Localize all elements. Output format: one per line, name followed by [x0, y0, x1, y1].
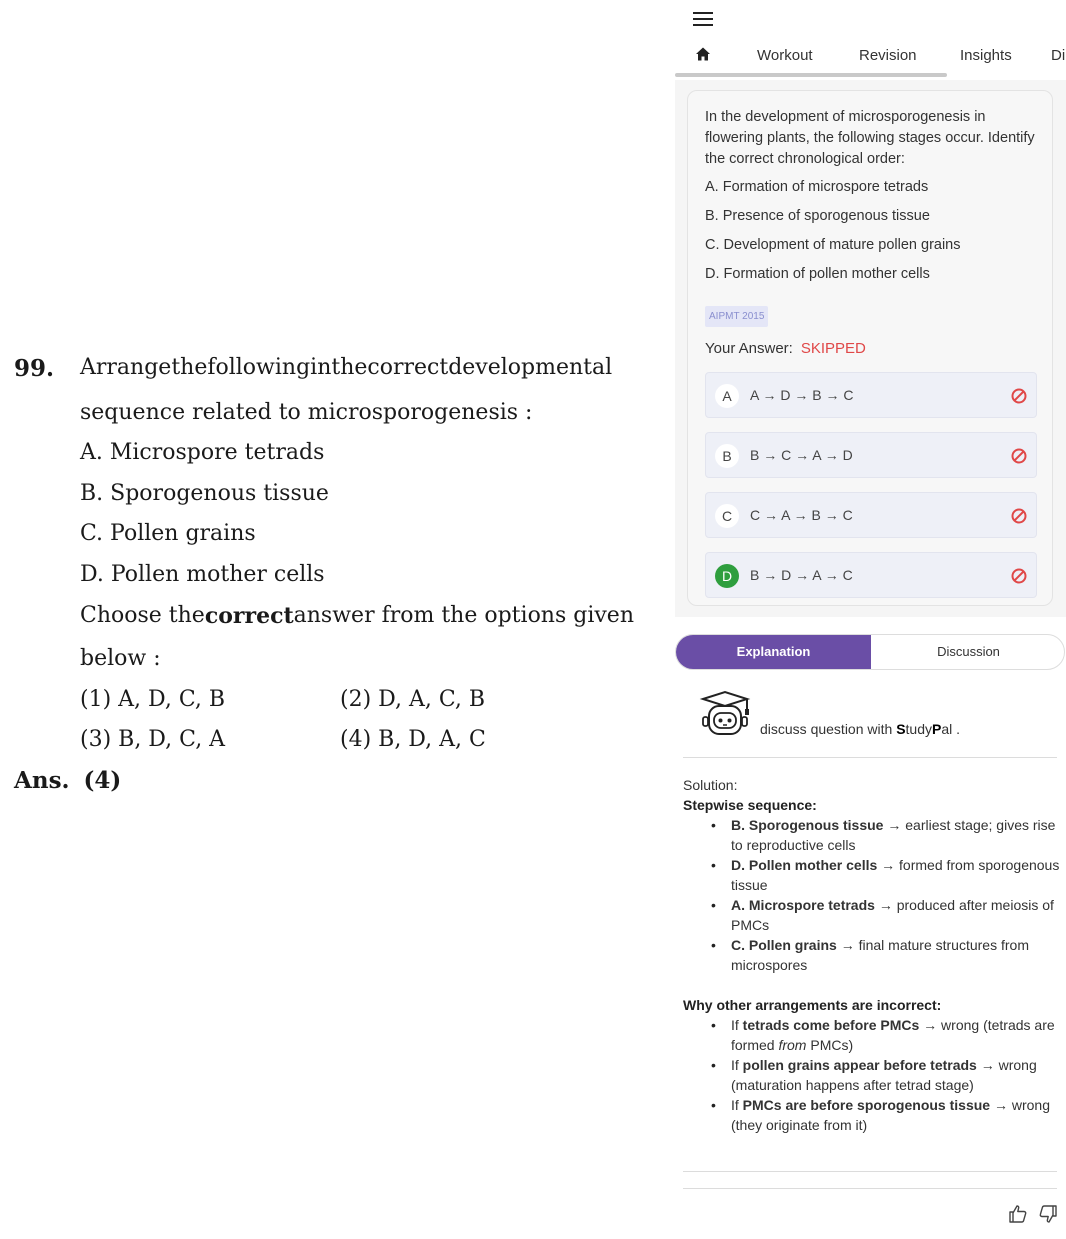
option-text: C → A → B → C	[750, 507, 853, 523]
solution-heading-why: Why other arrangements are incorrect:	[683, 997, 942, 1013]
option-1: (1) A, D, C, B	[80, 687, 226, 712]
app-panel	[675, 0, 1066, 1239]
question-number: 99.	[14, 355, 55, 382]
answer-option-c[interactable]	[705, 492, 1037, 538]
ban-icon	[1010, 507, 1028, 525]
thumbs-down-icon[interactable]	[1037, 1203, 1059, 1225]
discuss-al: al .	[941, 721, 961, 737]
tab-revision[interactable]: Revision	[859, 47, 917, 64]
answer-line	[14, 767, 121, 794]
reason-pre: If	[731, 1097, 743, 1113]
menu-icon[interactable]	[693, 12, 713, 28]
tab-indicator	[675, 73, 947, 77]
reason-mid: → wrong (maturation happens after tetrad stage)	[731, 1057, 1037, 1093]
stem-word: Arrange	[80, 355, 172, 380]
divider	[683, 1171, 1057, 1172]
tab-insights[interactable]: Insights	[960, 47, 1012, 64]
card-question-text: In the development of microsporogenesis in flowering plants, the following stages occur. Identify the correct chronological order:	[705, 109, 1035, 167]
reason-mid: → wrong (they originate from it)	[731, 1097, 1050, 1133]
discussion-tab[interactable]: Discussion	[937, 644, 1000, 659]
step-text: → produced after meiosis of PMCs	[731, 897, 1054, 933]
solution-heading-steps: Stepwise sequence:	[683, 797, 817, 813]
discuss-p: P	[932, 721, 942, 737]
list-item	[711, 815, 1063, 855]
stem-word: in	[310, 355, 332, 380]
option-letter: A	[715, 384, 739, 408]
solution-label: Solution:	[683, 777, 738, 793]
step-bold: D. Pollen mother cells	[731, 857, 878, 873]
list-item	[711, 855, 1063, 895]
list-item	[711, 1015, 1063, 1055]
choose-bold: correct	[204, 603, 294, 629]
graduation-robot-icon[interactable]	[695, 690, 755, 738]
stem-word: correct	[367, 355, 449, 380]
your-answer-status: SKIPPED	[800, 340, 866, 357]
step-bold: B. Sporogenous tissue	[731, 817, 884, 833]
list-item	[711, 1055, 1063, 1095]
stem-word: developmental	[448, 355, 613, 380]
item-c: C. Pollen grains	[80, 521, 256, 546]
statement-c: C. Development of mature pollen grains	[705, 237, 961, 253]
list-item	[711, 895, 1063, 935]
studypal-link[interactable]	[760, 721, 960, 737]
reason-italic: from	[778, 1037, 807, 1053]
statement-b: B. Presence of sporogenous tissue	[705, 208, 930, 224]
tab-di[interactable]: Di	[1051, 47, 1066, 64]
explanation-discussion-toggle	[675, 634, 1065, 670]
tab-bar	[675, 40, 1066, 76]
step-text: → final mature structures from microspores	[731, 937, 1029, 973]
steps-list	[711, 815, 1063, 975]
reason-bold: pollen grains appear before tetrads	[742, 1057, 977, 1073]
reason-pre: If	[731, 1017, 743, 1033]
item-a: A. Microspore tetrads	[80, 440, 325, 465]
reason-mid: → wrong (tetrads are formed	[731, 1017, 1055, 1053]
answer-label: Ans.	[14, 767, 70, 794]
question-stem-line2: sequence related to microsporogenesis :	[80, 400, 533, 425]
reason-post: PMCs)	[806, 1037, 854, 1053]
item-b: B. Sporogenous tissue	[80, 481, 329, 506]
option-text: B → D → A → C	[750, 567, 853, 583]
ban-icon	[1010, 387, 1028, 405]
statement-a: A. Formation of microspore tetrads	[705, 179, 929, 195]
choose-line2: below :	[80, 646, 161, 671]
tab-workout[interactable]: Workout	[757, 47, 813, 64]
reason-pre: If	[731, 1057, 743, 1073]
thumbs-up-icon[interactable]	[1007, 1203, 1029, 1225]
option-4: (4) B, D, A, C	[340, 727, 486, 752]
option-letter: C	[715, 504, 739, 528]
stem-word: the	[171, 355, 208, 380]
step-bold: C. Pollen grains	[731, 937, 837, 953]
home-icon[interactable]	[695, 46, 711, 62]
stem-word: the	[331, 355, 368, 380]
discuss-tudy: tudy	[905, 721, 932, 737]
reason-bold: tetrads come before PMCs	[742, 1017, 920, 1033]
question-stem-line1	[80, 355, 613, 380]
option-text: A → D → B → C	[750, 387, 854, 403]
discuss-s: S	[896, 721, 906, 737]
your-answer-label: Your Answer:	[705, 340, 793, 357]
option-text: B → C → A → D	[750, 447, 853, 463]
answer-option-d[interactable]	[705, 552, 1037, 598]
solution-section	[683, 775, 1063, 1135]
statement-d: D. Formation of pollen mother cells	[705, 266, 930, 282]
question-card-area	[675, 80, 1066, 617]
exam-tag: AIPMT 2015	[705, 306, 768, 327]
option-2: (2) D, A, C, B	[340, 687, 486, 712]
your-answer	[705, 340, 866, 357]
list-item	[711, 935, 1063, 975]
ban-icon	[1010, 447, 1028, 465]
reason-bold: PMCs are before sporogenous tissue	[742, 1097, 991, 1113]
choose-pre: Choose the	[80, 603, 205, 628]
choose-post: answer from the options given	[293, 603, 634, 628]
option-letter-correct: D	[715, 564, 739, 588]
step-text: → formed from sporogenous tissue	[731, 857, 1060, 893]
answer-option-b[interactable]	[705, 432, 1037, 478]
discuss-pre: discuss question with	[760, 721, 897, 737]
explanation-tab[interactable]: Explanation	[676, 635, 871, 669]
divider	[683, 1188, 1057, 1189]
reasons-list	[711, 1015, 1063, 1135]
list-item	[711, 1095, 1063, 1135]
step-text: → earliest stage; gives rise to reproductive cells	[731, 817, 1056, 853]
option-letter: B	[715, 444, 739, 468]
stem-word: following	[207, 355, 311, 380]
divider	[683, 757, 1057, 758]
option-3: (3) B, D, C, A	[80, 727, 226, 752]
choose-instruction	[80, 603, 634, 629]
answer-option-a[interactable]	[705, 372, 1037, 418]
ban-icon	[1010, 567, 1028, 585]
answer-value: (4)	[83, 767, 122, 794]
item-d: D. Pollen mother cells	[80, 562, 325, 587]
step-bold: A. Microspore tetrads	[731, 897, 875, 913]
question-card	[687, 90, 1053, 606]
